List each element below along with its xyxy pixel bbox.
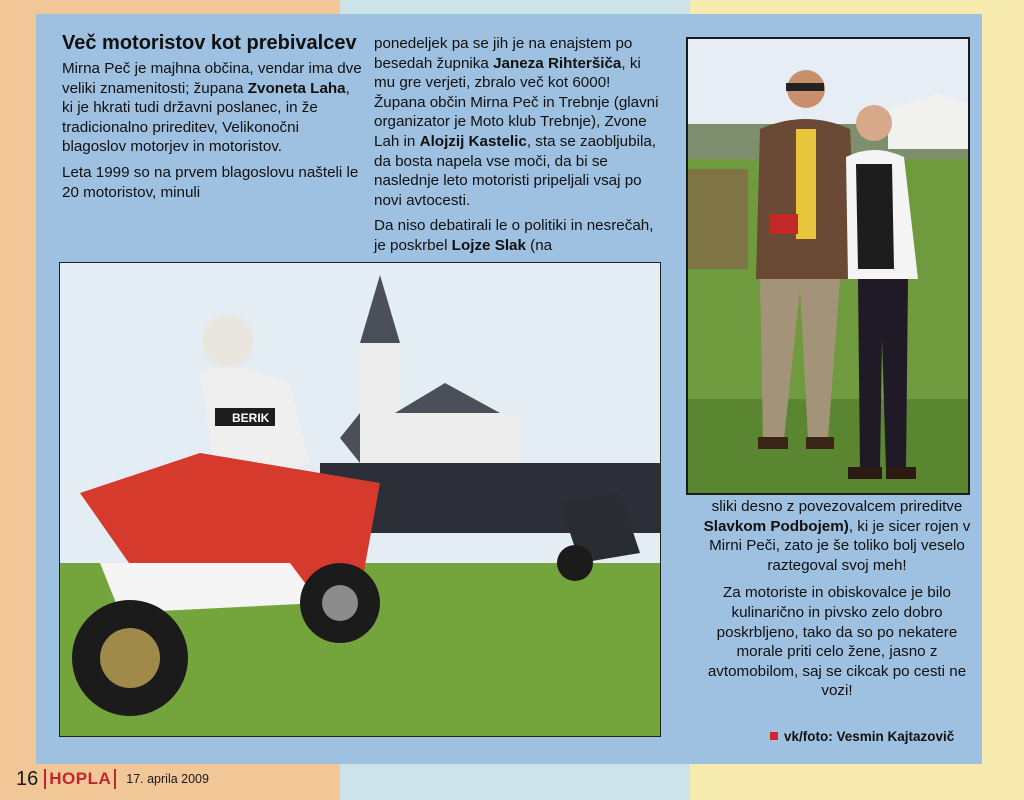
- article-headline: Več motoristov kot prebivalcev: [62, 32, 357, 54]
- article-column-2: [374, 34, 666, 262]
- person-name: Zvoneta Laha: [247, 79, 346, 97]
- person-name: Lojze Slak: [451, 236, 526, 254]
- article-column-1: [62, 32, 362, 208]
- page-footer: [16, 767, 209, 791]
- text-run: , ki mu gre verjeti, zbralo več kot 6000! Župana občin Mirna Peč in Trebnje (glavni organizator je Moto klub Trebnje), Zvone Lah in: [374, 54, 659, 150]
- article-column-3: [698, 497, 976, 709]
- rider-jacket-text: BERIK: [232, 411, 270, 425]
- paragraph: Za motoriste in obiskovalce je bilo kulinarično in pivsko zelo dobro poskrbljeno, tako da so po nekatere morale priti celo žene, jasno z avtomobilom, saj se cikcak po cesti ne vozi!: [707, 584, 967, 700]
- text-run: , sta se zaobljubila, da bosta napela vse moči, da bi se naslednje leto motoristi pripeljali vsaj po novi avtocesti.: [374, 132, 656, 209]
- text-run: , ki je sicer rojen v Mirni Peči, zato je še toliko bolj veselo raztegoval svoj meh!: [709, 517, 971, 574]
- person-name: Alojzij Kastelic: [419, 132, 527, 150]
- red-square-icon: [770, 732, 778, 740]
- text-run: Da niso debatirali le o politiki in nesrečah, je poskrbel: [374, 217, 654, 254]
- hopla-logo: HOPLA: [44, 769, 116, 789]
- paragraph: [374, 34, 666, 210]
- credit-text: vk/foto: Vesmin Kajtazovič: [784, 729, 955, 744]
- person-name: Slavkom Podbojem): [703, 517, 849, 535]
- photo-motorcycles-church: [59, 262, 661, 737]
- text-run: sliki desno z povezovalcem prireditve: [711, 498, 963, 515]
- paragraph: Leta 1999 so na prvem blagoslovu našteli le 20 motoristov, minuli: [62, 163, 359, 201]
- photo-two-men: [686, 37, 970, 495]
- text-run: , ki je hkrati tudi državni poslanec, in že tradicionalno prireditev, Velikonočni blagoslov motorjev in motoristov.: [62, 79, 350, 156]
- text-run: Mirna Peč je majhna občina, vendar ima dve veliki znamenitosti; župana: [62, 60, 362, 97]
- paragraph: [62, 59, 362, 157]
- issue-date: 17. aprila 2009: [126, 772, 209, 786]
- text-run: (na: [525, 236, 553, 254]
- person-name: Janeza Rihteršiča: [493, 54, 622, 72]
- text-run: ponedeljek pa se jih je na enajstem po besedah župnika: [374, 35, 633, 72]
- paragraph: [698, 497, 976, 575]
- paragraph: [374, 216, 666, 255]
- photo-credit: [770, 729, 954, 744]
- page-number: 16: [16, 767, 39, 790]
